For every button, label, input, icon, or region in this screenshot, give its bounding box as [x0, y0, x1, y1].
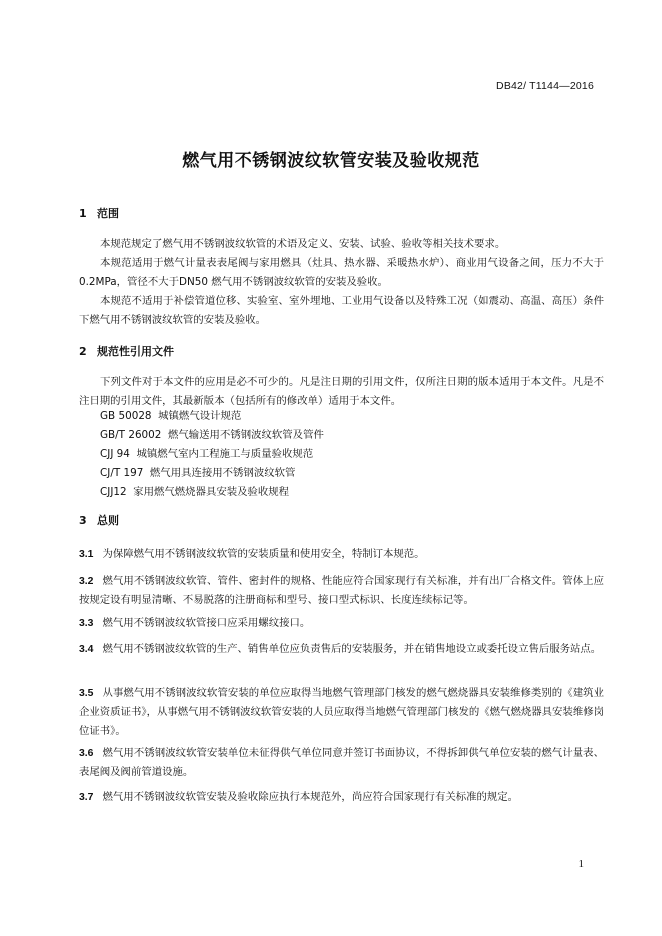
scope-paragraph-2: 本规范适用于燃气计量表表尾阀与家用燃具（灶具、热水器、采暖热水炉）、商业用气设备之间，压力不大于0.2MPa，管径不大于DN50 燃气用不锈钢波纹软管的安装及验收。: [79, 257, 604, 288]
clause-3-3: [79, 614, 604, 633]
section-number: 1: [79, 207, 87, 220]
clause-number: 3.7: [79, 792, 94, 803]
clause-number: 3.5: [79, 688, 94, 699]
reference-item: GB 50028 城镇燃气设计规范: [100, 410, 242, 422]
reference-item: CJJ 94 城镇燃气室内工程施工与质量验收规范: [100, 448, 314, 460]
reference-item: CJJ12 家用燃气燃烧器具安装及验收规程: [100, 486, 290, 498]
clause-3-5: [79, 684, 604, 741]
scope-paragraph-3: 本规范不适用于补偿管道位移、实验室、室外埋地、工业用气设备以及特殊工况（如震动、高温、高压）条件下燃气用不锈钢波纹软管的安装及验收。: [79, 295, 604, 326]
document-title: 燃气用不锈钢波纹软管安装及验收规范: [182, 151, 480, 171]
clause-text: 为保障燃气用不锈钢波纹软管的安装质量和使用安全，特制订本规范。: [102, 548, 425, 560]
clause-number: 3.2: [79, 576, 94, 587]
reference-item: GB/T 26002 燃气输送用不锈钢波纹软管及管件: [100, 429, 324, 441]
clause-3-4: [79, 640, 604, 659]
clause-3-2: [79, 572, 604, 610]
clause-number: 3.4: [79, 644, 94, 655]
reference-item: CJ/T 197 燃气用具连接用不锈钢波纹软管: [100, 467, 296, 479]
clause-3-1: [79, 545, 604, 564]
clause-number: 3.1: [79, 549, 94, 560]
clause-text: 从事燃气用不锈钢波纹软管安装的单位应取得当地燃气管理部门核发的燃气燃烧器具安装维修类别的《建筑业企业资质证书》，从事燃气用不锈钢波纹软管安装的人员应取得当地燃气管理部门核发的《燃气燃烧器具安装维修岗位证书》。: [79, 687, 604, 737]
clause-text: 燃气用不锈钢波纹软管的生产、销售单位应负责售后的安装服务，并在销售地设立或委托设立售后服务站点。: [102, 643, 602, 655]
clause-number: 3.3: [79, 618, 94, 629]
clause-3-7: [79, 788, 604, 807]
section-3-heading: [79, 512, 119, 528]
standard-code: DB42/ T1144—2016: [496, 80, 594, 92]
clause-number: 3.6: [79, 748, 94, 759]
section-1-heading: [79, 205, 119, 221]
section-title: 规范性引用文件: [97, 345, 174, 358]
clause-text: 燃气用不锈钢波纹软管安装及验收除应执行本规范外，尚应符合国家现行有关标准的规定。: [102, 791, 519, 803]
scope-paragraph-1: 本规范规定了燃气用不锈钢波纹软管的术语及定义、安装、试验、验收等相关技术要求。: [100, 238, 506, 250]
page-number: 1: [578, 858, 584, 870]
section-title: 总则: [97, 514, 119, 527]
clause-text: 燃气用不锈钢波纹软管安装单位未征得供气单位同意并签订书面协议，不得拆卸供气单位安装的燃气计量表、表尾阀及阀前管道设施。: [79, 747, 604, 778]
references-intro: 下列文件对于本文件的应用是必不可少的。凡是注日期的引用文件，仅所注日期的版本适用于本文件。凡是不注日期的引用文件，其最新版本（包括所有的修改单）适用于本文件。: [79, 376, 604, 407]
section-number: 2: [79, 345, 87, 358]
section-number: 3: [79, 514, 87, 527]
section-2-heading: [79, 343, 174, 359]
section-title: 范围: [97, 207, 119, 220]
clause-3-6: [79, 744, 604, 782]
clause-text: 燃气用不锈钢波纹软管接口应采用螺纹接口。: [102, 617, 311, 629]
clause-text: 燃气用不锈钢波纹软管、管件、密封件的规格、性能应符合国家现行有关标准，并有出厂合格文件。管体上应按规定设有明显清晰、不易脱落的注册商标和型号、接口型式标识、长度连续标记等。: [79, 575, 604, 606]
